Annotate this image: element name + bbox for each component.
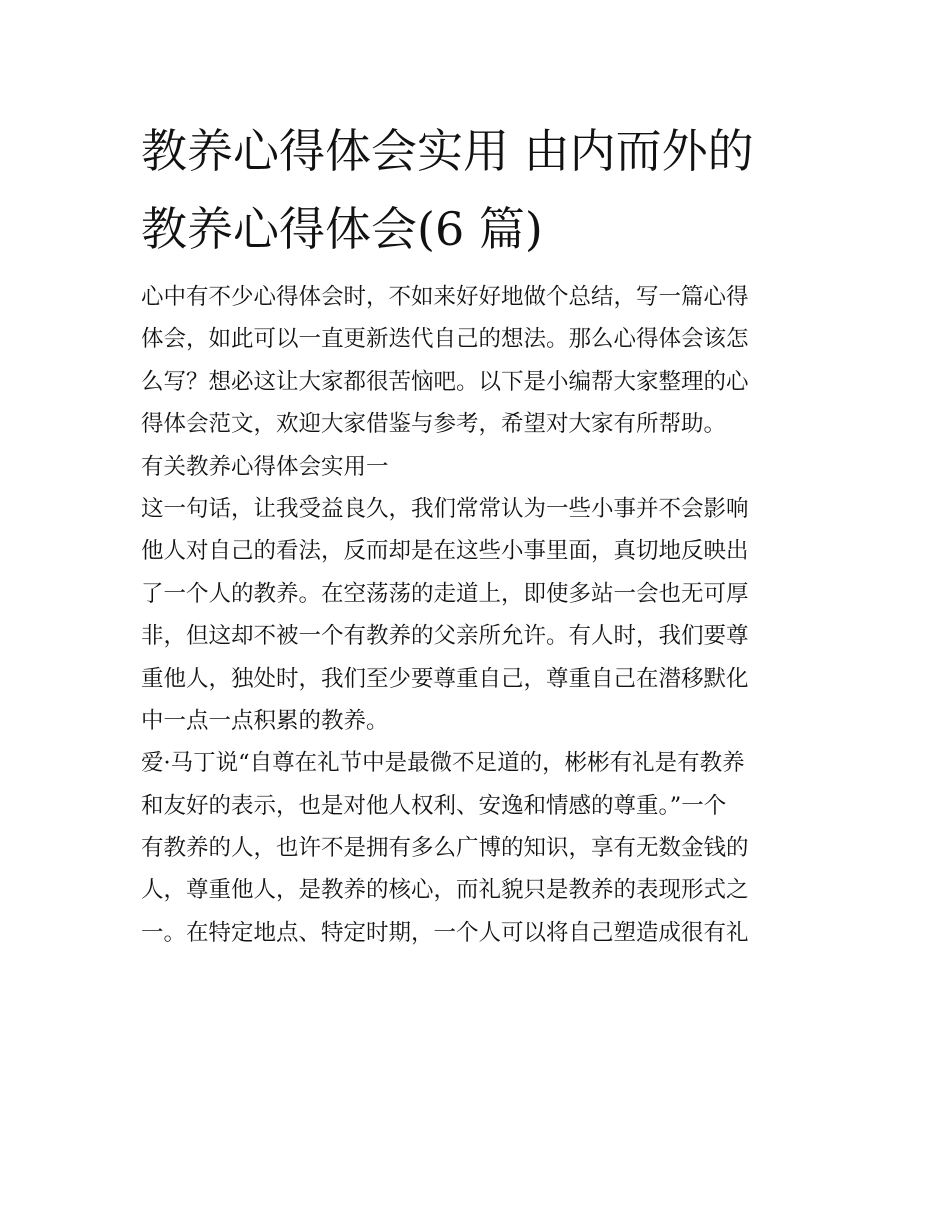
paragraph-line: 了一个人的教养。在空荡荡的走道上，即使多站一会也无可厚 (141, 580, 749, 607)
paragraph-line: 中一点一点积累的教养。 (141, 707, 389, 734)
document-page (141, 112, 811, 954)
document-body (141, 276, 811, 954)
intro-line: 得体会范文，欢迎大家借鉴与参考，希望对大家有所帮助。 (141, 411, 727, 438)
intro-line: 心中有不少心得体会时，不如来好好地做个总结，写一篇心得 (141, 284, 749, 310)
paragraph-line: 这一句话，让我受益良久，我们常常认为一些小事并不会影响 (141, 495, 749, 522)
section-heading: 有关教养心得体会实用一 (141, 453, 389, 480)
intro-line: 体会，如此可以一直更新迭代自己的想法。那么心得体会该怎 (141, 326, 749, 353)
title-line-2: 教养心得体会(6 篇) (141, 202, 543, 256)
paragraph-line: 爱·马丁说“自尊在礼节中是最微不足道的，彬彬有礼是有教养 (141, 750, 745, 777)
paragraph-line: 一。在特定地点、特定时期，一个人可以将自己塑造成很有礼 (141, 919, 749, 946)
document-title (141, 112, 811, 268)
title-line-1: 教养心得体会实用 由内而外的 (141, 124, 754, 178)
paragraph-line: 有教养的人，也许不是拥有多么广博的知识，享有无数金钱的 (141, 835, 749, 862)
paragraph-line: 和友好的表示，也是对他人权利、安逸和情感的尊重。”一个 (141, 792, 727, 819)
intro-line: 么写？想必这让大家都很苦恼吧。以下是小编帮大家整理的心 (141, 368, 749, 395)
paragraph-line: 他人对自己的看法，反而却是在这些小事里面，真切地反映出 (141, 538, 749, 565)
paragraph-line: 非，但这却不被一个有教养的父亲所允许。有人时，我们要尊 (141, 623, 749, 650)
paragraph-line: 人，尊重他人，是教养的核心，而礼貌只是教养的表现形式之 (141, 877, 749, 904)
paragraph-line: 重他人，独处时，我们至少要尊重自己，尊重自己在潜移默化 (141, 665, 749, 692)
